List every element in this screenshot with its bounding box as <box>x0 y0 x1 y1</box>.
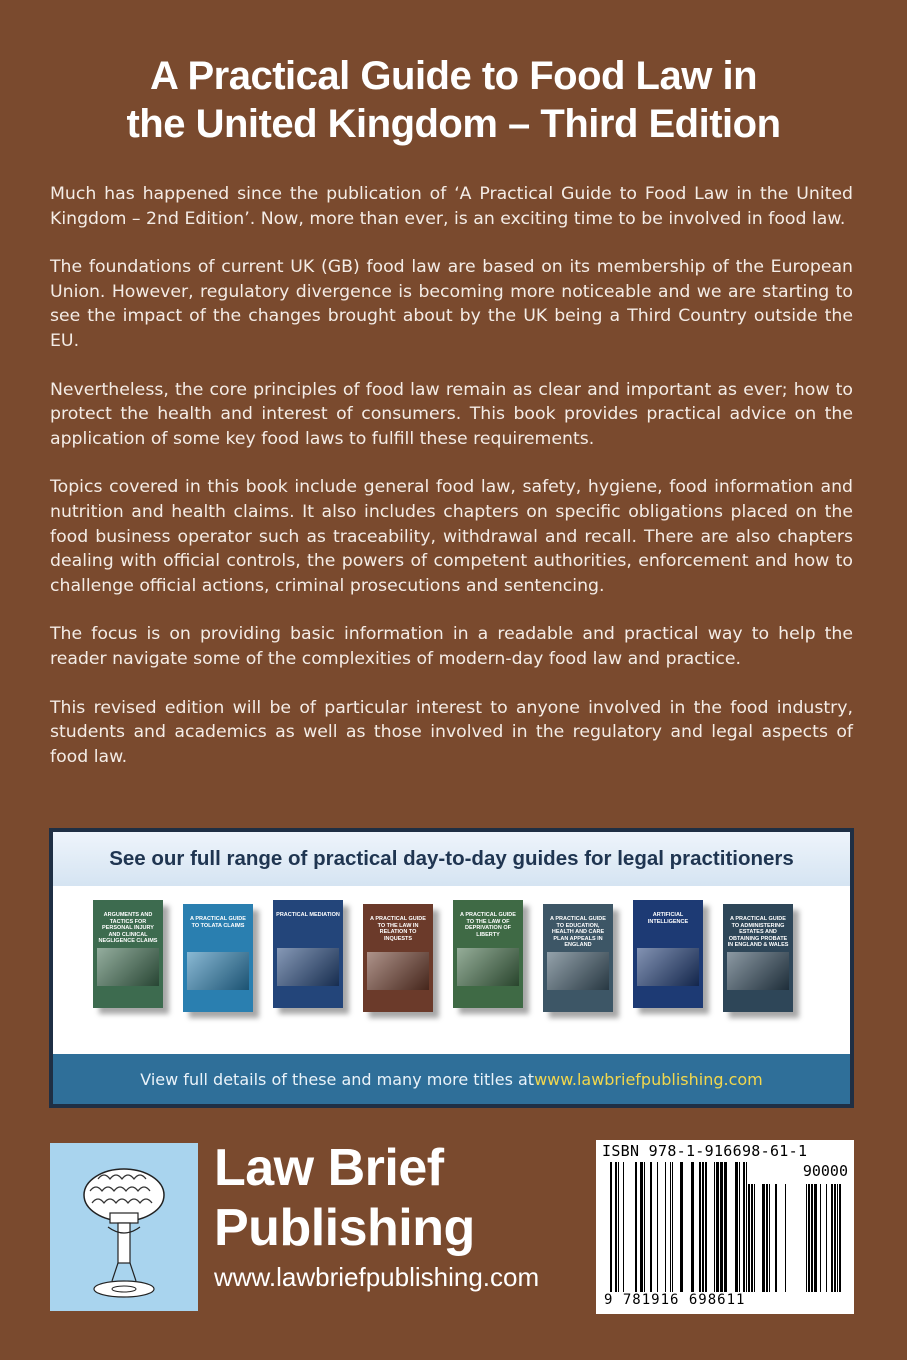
promo-footer-text: View full details of these and many more titles at <box>140 1069 535 1089</box>
blurb-paragraph: The focus is on providing basic information in a readable and practical way to help the reader navigate some of the complexities of modern-day food law and practice. <box>50 624 853 669</box>
blurb-paragraph: Topics covered in this book include general food law, safety, hygiene, food information and nutrition and health claims. It also includes chapters on specific obligations placed on the food business operator such as traceability, withdrawal and recall. There are also chapters dealing with official controls, the powers of competent authorities, enforcement and how to challenge official actions, criminal prosecutions and sentencing. <box>50 477 853 596</box>
book-covers-row <box>53 886 850 1054</box>
book-cover <box>453 900 523 1008</box>
book-cover-title: PRACTICAL MEDIATION <box>276 912 340 918</box>
book-cover-title: A PRACTICAL GUIDE TO THE LAW OF DEPRIVATION OF LIBERTY <box>460 912 516 938</box>
book-cover-image <box>547 952 609 990</box>
blurb-paragraph: The foundations of current UK (GB) food law are based on its membership of the European Union. However, regulatory divergence is becoming more noticeable and we are starting to see the impact of the changes brought about by the UK being a Third Country outside the EU. <box>50 257 853 351</box>
publisher-name-line-1: Law Brief <box>214 1139 444 1197</box>
book-cover <box>273 900 343 1008</box>
book-cover-image <box>367 952 429 990</box>
publisher-name-line-2: Publishing <box>214 1199 475 1257</box>
book-cover <box>723 904 793 1012</box>
publisher-name <box>214 1138 475 1258</box>
book-cover <box>93 900 163 1008</box>
book-cover-title: ARTIFICIAL INTELLIGENCE <box>647 912 689 925</box>
book-cover-title: A PRACTICAL GUIDE TO TOLATA CLAIMS <box>190 916 246 929</box>
barcode-bars-icon <box>596 1140 854 1314</box>
back-cover-blurb <box>50 182 853 793</box>
promo-heading: See our full range of practical day-to-day guides for legal practitioners <box>109 847 794 870</box>
isbn-barcode <box>596 1140 854 1314</box>
book-cover-image <box>187 952 249 990</box>
book-cover-image <box>727 952 789 990</box>
blurb-paragraph: This revised edition will be of particular interest to anyone involved in the food industry, students and academics as well as those involved in the regulatory and legal aspects of food law. <box>50 697 853 767</box>
book-cover-image <box>637 948 699 986</box>
book-cover <box>633 900 703 1008</box>
book-cover <box>543 904 613 1012</box>
titles-promo-banner <box>49 828 854 1108</box>
isbn-number: ISBN 978-1-916698-61-1 <box>602 1142 808 1160</box>
book-cover-title: A PRACTICAL GUIDE TO THE LAW IN RELATION TO INQUESTS <box>370 916 426 942</box>
promo-footer-url[interactable]: www.lawbriefpublishing.com <box>534 1069 763 1089</box>
barrister-wig-logo-icon <box>50 1143 198 1311</box>
book-cover-image <box>277 948 339 986</box>
book-cover-title: ARGUMENTS AND TACTICS FOR PERSONAL INJURY AND CLINICAL NEGLIGENCE CLAIMS <box>98 912 158 944</box>
book-cover <box>183 904 253 1012</box>
book-title <box>40 52 867 148</box>
ean-digits: 9 781916 698611 <box>604 1292 746 1308</box>
title-line-2: the United Kingdom – Third Edition <box>126 102 781 146</box>
publisher-url[interactable]: www.lawbriefpublishing.com <box>214 1262 540 1292</box>
blurb-paragraph: Much has happened since the publication of ‘A Practical Guide to Food Law in the United Kingdom – 2nd Edition’. Now, more than ever, is an exciting time to be involved in food law. <box>50 184 853 229</box>
book-cover-title: A PRACTICAL GUIDE TO EDUCATION, HEALTH AND CARE PLAN APPEALS IN ENGLAND <box>550 916 606 948</box>
promo-footer <box>53 1054 850 1104</box>
book-cover-image <box>97 948 159 986</box>
blurb-paragraph: Nevertheless, the core principles of food law remain as clear and important as ever; how to protect the health and interest of consumers. This book provides practical advice on the application of some key food laws to fulfill these requirements. <box>50 379 853 449</box>
book-cover-image <box>457 948 519 986</box>
price-code: 90000 <box>802 1162 848 1180</box>
title-line-1: A Practical Guide to Food Law in <box>149 54 758 98</box>
publisher-logo <box>50 1143 198 1311</box>
promo-heading-bar <box>53 832 850 886</box>
book-cover <box>363 904 433 1012</box>
book-cover-title: A PRACTICAL GUIDE TO ADMINISTERING ESTATES AND OBTAINING PROBATE IN ENGLAND & WALES <box>727 916 789 948</box>
